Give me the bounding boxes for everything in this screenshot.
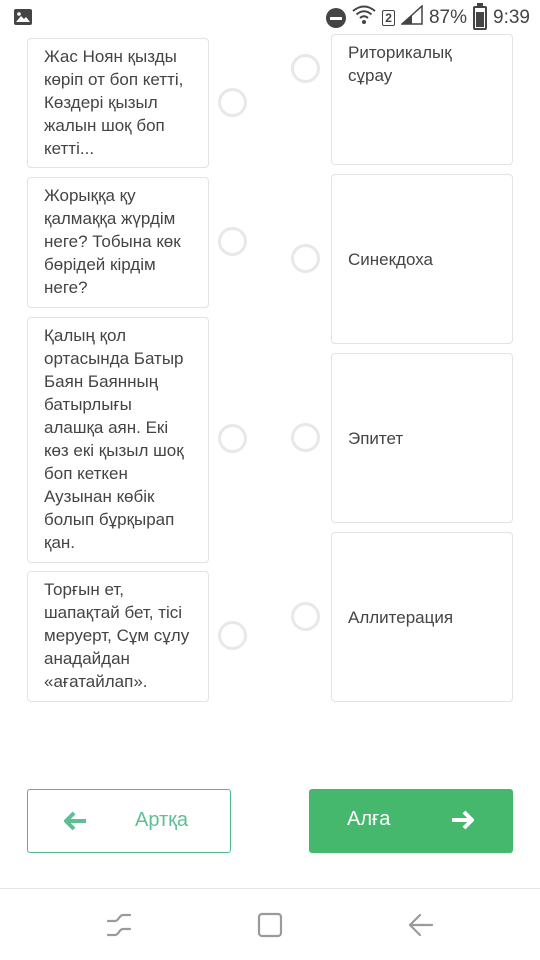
arrow-left-icon <box>64 811 88 837</box>
left-match-radio-1[interactable] <box>218 88 247 117</box>
right-item-text: Синекдоха <box>348 249 433 269</box>
back-nav-icon[interactable] <box>406 911 434 944</box>
home-icon[interactable] <box>256 911 284 944</box>
wifi-icon <box>352 5 376 31</box>
do-not-disturb-icon <box>326 8 346 28</box>
right-item-2[interactable] <box>331 174 513 344</box>
next-button[interactable] <box>309 789 513 853</box>
right-match-radio-4[interactable] <box>291 602 320 631</box>
left-match-radio-3[interactable] <box>218 424 247 453</box>
left-item-text: Жорыққа қу қалмаққа жүрдім неге? Тобына көк бөрідей кірдім неге? <box>44 186 181 297</box>
left-item-1[interactable] <box>27 38 209 168</box>
right-match-radio-3[interactable] <box>291 423 320 452</box>
next-button-label: Алға <box>347 808 391 830</box>
status-bar <box>0 0 540 36</box>
gallery-icon <box>14 9 32 30</box>
right-item-text: Эпитет <box>348 428 404 448</box>
sim-badge: 2 <box>382 10 395 26</box>
left-item-text: Торғын ет, шапақтай бет, тісі меруерт, Сұм сұлу анадайдан «ағатайлап». <box>44 580 190 691</box>
left-item-2[interactable] <box>27 177 209 308</box>
right-item-3[interactable] <box>331 353 513 523</box>
left-match-radio-2[interactable] <box>218 227 247 256</box>
system-nav-bar <box>0 889 540 960</box>
left-item-text: Жас Ноян қызды көріп от боп кетті, Көздері қызыл жалын шоқ боп кетті... <box>44 47 184 158</box>
left-match-radio-4[interactable] <box>218 621 247 650</box>
status-time: 9:39 <box>493 7 530 28</box>
left-item-text: Қалың қол ортасында Батыр Баян Баянның батырлығы алашқа аян. Екі көз екі қызыл шоқ боп кеткен Аузынан көбік болып бұрқырап қан. <box>44 326 184 552</box>
right-item-text: Аллитерация <box>348 607 454 627</box>
back-button[interactable] <box>27 789 231 853</box>
right-item-4[interactable] <box>331 532 513 702</box>
recent-apps-icon[interactable] <box>105 911 133 944</box>
back-button-label: Артқа <box>135 809 189 831</box>
right-match-radio-1[interactable] <box>291 54 320 83</box>
left-item-3[interactable] <box>27 317 209 563</box>
right-match-radio-2[interactable] <box>291 244 320 273</box>
battery-icon <box>473 6 487 30</box>
battery-percent: 87% <box>428 7 468 28</box>
right-item-text: Риторикалық сұрау <box>348 43 452 85</box>
left-item-4[interactable] <box>27 571 209 702</box>
right-item-1[interactable] <box>331 34 513 165</box>
arrow-right-icon <box>450 810 474 836</box>
signal-icon <box>401 5 423 31</box>
